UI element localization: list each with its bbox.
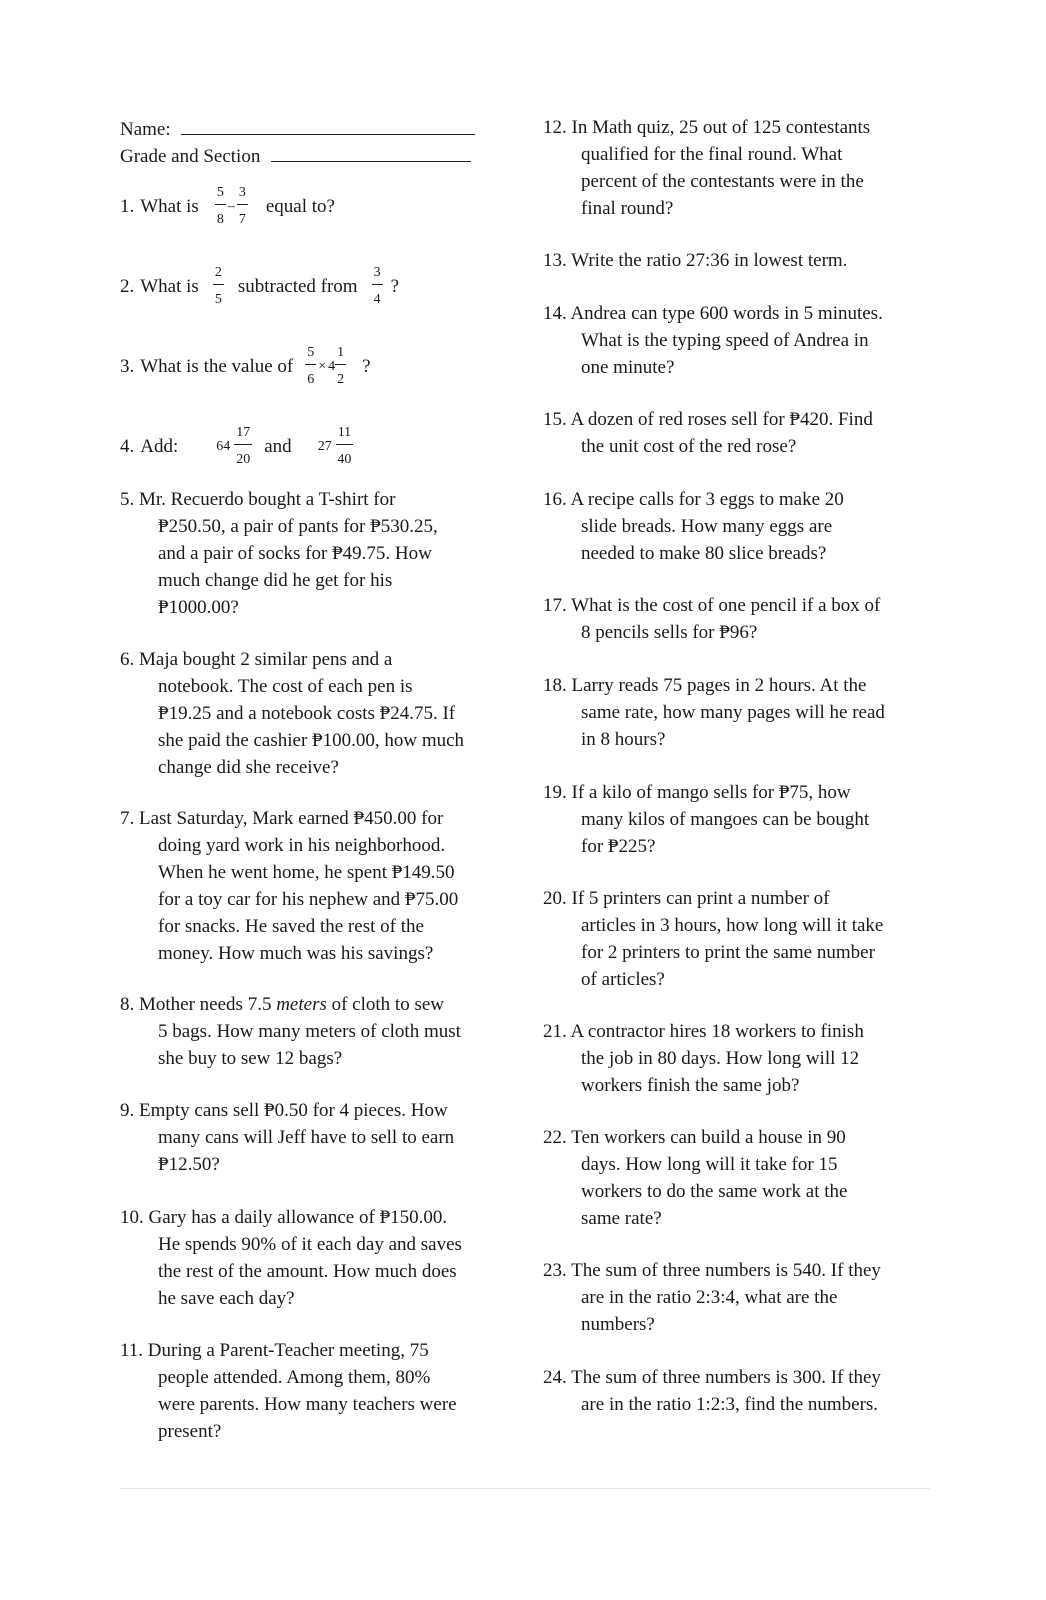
question-number: 10. (120, 1207, 144, 1228)
question-line: ₱19.25 and a notebook costs ₱24.75. If (158, 703, 456, 724)
question-number: 16. (543, 489, 567, 510)
question-number: 17. (543, 595, 567, 616)
question-line: What is the cost of one pencil if a box of (571, 595, 881, 616)
question-number: 11. (120, 1340, 144, 1361)
question-line: days. How long will it take for 15 (581, 1154, 838, 1175)
question-20 (543, 885, 961, 993)
question-line: ₱12.50? (158, 1154, 220, 1175)
page-bottom-rule (120, 1488, 930, 1489)
whole-number: 64 (216, 439, 231, 454)
question-number: 8. (120, 994, 135, 1015)
name-blank-line[interactable] (181, 114, 475, 135)
emphasis-word: meters (276, 994, 327, 1015)
question-line: What is the typing speed of Andrea in (581, 330, 869, 351)
question-line: A recipe calls for 3 eggs to make 20 (570, 489, 844, 510)
question-line: many cans will Jeff have to sell to earn (158, 1127, 455, 1148)
question-line: for ₱225? (581, 836, 656, 857)
question-number: 12. (543, 117, 567, 138)
question-line: she buy to sew 12 bags? (158, 1048, 343, 1069)
question-line: Ten workers can build a house in 90 (571, 1127, 846, 1148)
question-line: are in the ratio 2:3:4, what are the (581, 1287, 838, 1308)
question-line: workers to do the same work at the (581, 1181, 848, 1202)
fraction: $\frac{1}{2}$ (337, 345, 345, 387)
name-field-row (120, 114, 475, 143)
whole-number: 27 (317, 439, 332, 454)
question-10 (120, 1204, 538, 1312)
question-11 (120, 1337, 538, 1445)
question-12 (543, 114, 961, 222)
question-number: 19. (543, 782, 567, 803)
question-line: same rate? (581, 1208, 662, 1229)
question-line: ₱250.50, a pair of pants for ₱530.25, (158, 516, 438, 537)
question-text: What is (140, 196, 199, 217)
question-line: If 5 printers can print a number of (571, 888, 830, 909)
question-line: Gary has a daily allowance of ₱150.00. (148, 1207, 448, 1228)
question-line: During a Parent-Teacher meeting, 75 (147, 1340, 429, 1361)
question-16 (543, 486, 961, 567)
question-number: 15. (543, 409, 567, 430)
fraction: $\frac{11}{40}$ (337, 425, 352, 467)
question-line: 5 bags. How many meters of cloth must (158, 1021, 461, 1042)
fraction: $\frac{2}{5}$ (214, 265, 222, 307)
question-24 (543, 1364, 961, 1418)
question-line: He spends 90% of it each day and saves (158, 1234, 462, 1255)
question-21 (543, 1018, 961, 1099)
question-line: people attended. Among them, 80% (158, 1367, 431, 1388)
question-number: 24. (543, 1367, 567, 1388)
question-line: slide breads. How many eggs are (581, 516, 833, 537)
question-15 (543, 406, 961, 460)
question-19 (543, 779, 961, 860)
question-line: The sum of three numbers is 300. If they (571, 1367, 881, 1388)
question-22 (543, 1124, 961, 1232)
grade-section-row (120, 141, 471, 170)
operator: – (227, 199, 235, 214)
question-number: 3. (120, 356, 135, 377)
question-line: A dozen of red roses sell for ₱420. Find (570, 409, 873, 430)
grade-section-blank-line[interactable] (271, 141, 471, 162)
question-number: 2. (120, 276, 135, 297)
question-18 (543, 672, 961, 753)
question-number: 1. (120, 196, 135, 217)
question-line: Maja bought 2 similar pens and a (139, 649, 393, 670)
question-line: qualified for the final round. What (581, 144, 843, 165)
question-line: same rate, how many pages will he read (581, 702, 885, 723)
question-6 (120, 646, 538, 781)
question-7 (120, 805, 538, 967)
question-line: he save each day? (158, 1288, 295, 1309)
question-line: Larry reads 75 pages in 2 hours. At the (571, 675, 867, 696)
question-text: What is (140, 276, 199, 297)
question-line: 8 pencils sells for ₱96? (581, 622, 758, 643)
question-8 (120, 991, 538, 1072)
question-line: money. How much was his savings? (158, 943, 434, 964)
question-line: Write the ratio 27:36 in lowest term. (571, 250, 848, 271)
question-number: 18. (543, 675, 567, 696)
question-line: present? (158, 1421, 222, 1442)
question-text-mid: and (264, 436, 292, 457)
question-line: notebook. The cost of each pen is (158, 676, 413, 697)
question-line: of articles? (581, 969, 665, 990)
question-line: and a pair of socks for ₱49.75. How (158, 543, 432, 564)
question-text-end: ? (390, 276, 400, 297)
question-3 (120, 344, 371, 389)
whole-number: 4 (328, 359, 336, 374)
question-13 (543, 247, 961, 274)
question-number: 6. (120, 649, 135, 670)
question-line: for snacks. He saved the rest of the (158, 916, 424, 937)
question-number: 22. (543, 1127, 567, 1148)
question-line: workers finish the same job? (581, 1075, 800, 1096)
question-number: 5. (120, 489, 135, 510)
question-17 (543, 592, 961, 646)
question-text-end: ? (362, 356, 371, 377)
question-line: much change did he get for his (158, 570, 393, 591)
question-line: one minute? (581, 357, 675, 378)
question-line: When he went home, he spent ₱149.50 (158, 862, 455, 883)
question-line: Mr. Recuerdo bought a T-shirt for (139, 489, 396, 510)
grade-section-label: Grade and Section (120, 146, 261, 167)
name-label: Name: (120, 119, 171, 140)
question-number: 4. (120, 436, 135, 457)
question-line: change did she receive? (158, 757, 339, 778)
question-line: Last Saturday, Mark earned ₱450.00 for (139, 808, 444, 829)
question-line: needed to make 80 slice breads? (581, 543, 827, 564)
question-number: 9. (120, 1100, 135, 1121)
question-2 (120, 264, 399, 309)
question-number: 21. (543, 1021, 567, 1042)
fraction: $\frac{5}{8}$ (216, 185, 224, 227)
question-line: In Math quiz, 25 out of 125 contestants (571, 117, 871, 138)
question-line: final round? (581, 198, 674, 219)
question-line: numbers? (581, 1314, 655, 1335)
question-line: ₱1000.00? (158, 597, 239, 618)
fraction: $\frac{17}{20}$ (236, 425, 251, 467)
question-line: of cloth to sew (326, 994, 445, 1015)
question-line: If a kilo of mango sells for ₱75, how (571, 782, 851, 803)
question-4 (120, 424, 353, 469)
question-line: are in the ratio 1:2:3, find the numbers. (581, 1394, 879, 1415)
question-line: doing yard work in his neighborhood. (158, 835, 446, 856)
question-9 (120, 1097, 538, 1178)
question-number: 23. (543, 1260, 567, 1281)
question-number: 14. (543, 303, 567, 324)
question-1 (120, 184, 335, 229)
question-number: 13. (543, 250, 567, 271)
question-text-end: equal to? (265, 196, 335, 217)
question-line: Empty cans sell ₱0.50 for 4 pieces. How (139, 1100, 448, 1121)
question-line: percent of the contestants were in the (581, 171, 864, 192)
question-line: she paid the cashier ₱100.00, how much (158, 730, 465, 751)
question-number: 7. (120, 808, 135, 829)
question-text: What is the value of (140, 356, 294, 377)
question-line: for a toy car for his nephew and ₱75.00 (158, 889, 459, 910)
question-line: the unit cost of the red rose? (581, 436, 797, 457)
question-number: 20. (543, 888, 567, 909)
question-14 (543, 300, 961, 381)
question-line: Andrea can type 600 words in 5 minutes. (570, 303, 883, 324)
question-line: articles in 3 hours, how long will it take (581, 915, 884, 936)
question-line: Mother needs 7.5 (139, 994, 277, 1015)
question-5 (120, 486, 538, 621)
question-line: in 8 hours? (581, 729, 666, 750)
question-line: the rest of the amount. How much does (158, 1261, 457, 1282)
question-line: A contractor hires 18 workers to finish (570, 1021, 864, 1042)
question-23 (543, 1257, 961, 1338)
fraction: $\frac{3}{7}$ (238, 185, 246, 227)
question-line: many kilos of mangoes can be bought (581, 809, 870, 830)
question-line: The sum of three numbers is 540. If they (571, 1260, 881, 1281)
question-line: for 2 printers to print the same number (581, 942, 875, 963)
question-line: the job in 80 days. How long will 12 (581, 1048, 860, 1069)
operator: × (318, 359, 327, 374)
fraction: $\frac{3}{4}$ (373, 265, 381, 307)
question-text-mid: subtracted from (237, 276, 358, 297)
fraction: $\frac{5}{6}$ (307, 345, 315, 387)
question-text: Add: (140, 436, 179, 457)
question-line: were parents. How many teachers were (158, 1394, 457, 1415)
